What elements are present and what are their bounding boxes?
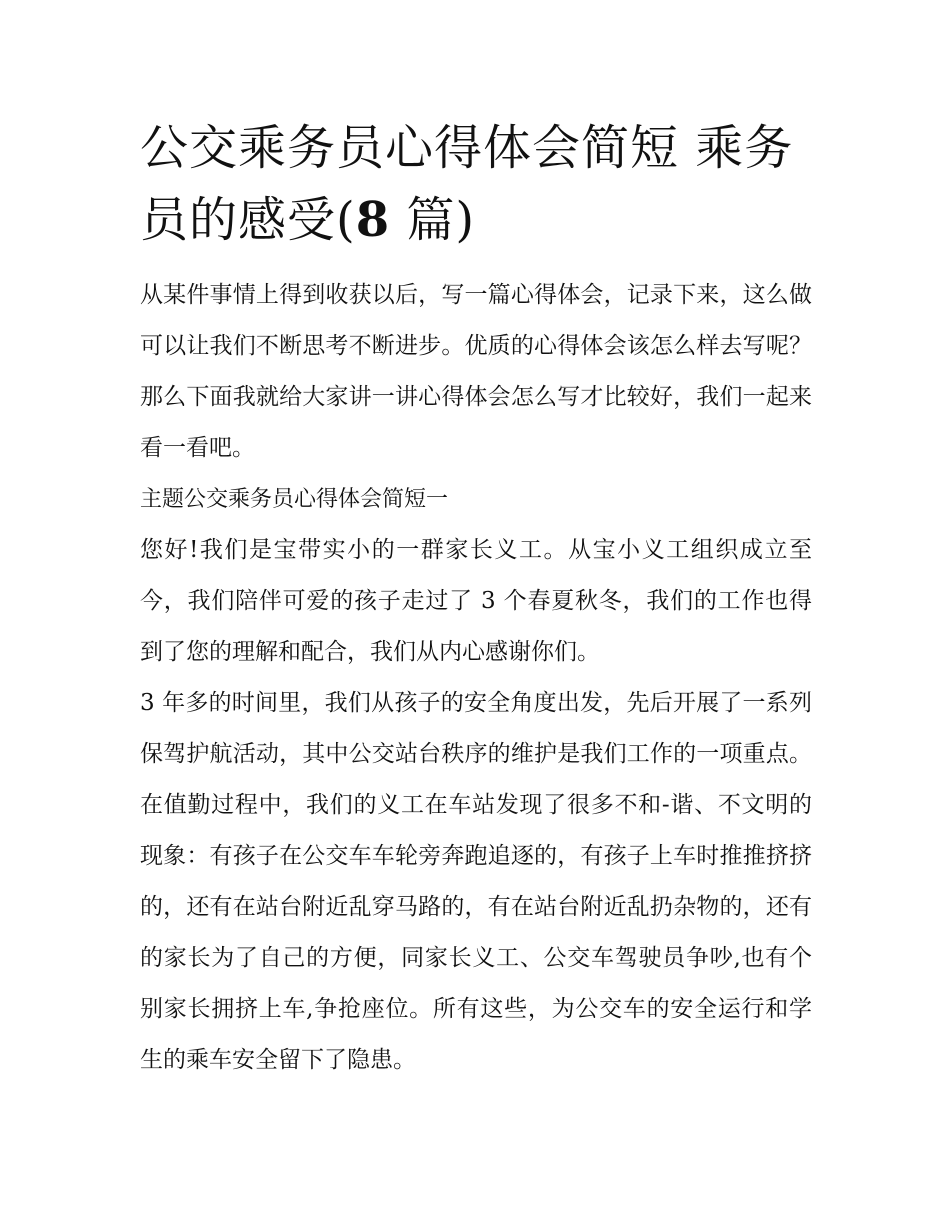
body-paragraph-2: 3 年多的时间里，我们从孩子的安全角度出发，先后开展了一系列保驾护航活动，其中公交站台秩序的维护是我们工作的一项重点。在值勤过程中，我们的义工在车站发现了很多不和-谐、不文明的现象：有孩子在公交车车轮旁奔跑追逐的，有孩子上车时推推挤挤的，还有在站台附近乱穿马路的，有在站台附近乱扔杂物的，还有的家长为了自己的方便，同家长义工、公交车驾驶员争吵,也有个别家长拥挤上车,争抢座位。所有这些，为公交车的安全运行和学生的乘车安全留下了隐患。: [140, 690, 812, 1073]
section-heading: 主题公交乘务员心得体会简短一: [140, 487, 449, 512]
document-page: [140, 112, 812, 1086]
document-body: [140, 270, 812, 1086]
body-paragraph-1: 您好!我们是宝带实小的一群家长义工。从宝小义工组织成立至今，我们陪伴可爱的孩子走过了 3 个春夏秋冬，我们的工作也得到了您的理解和配合，我们从内心感谢你们。: [140, 537, 812, 665]
title-count: 8: [355, 192, 391, 248]
title-main: 公交乘务员心得体会简短 乘务员的感受(: [140, 120, 794, 248]
title-suffix: 篇): [390, 192, 476, 248]
document-title: [140, 112, 812, 256]
intro-paragraph: 从某件事情上得到收获以后，写一篇心得体会，记录下来，这么做可以让我们不断思考不断进步。优质的心得体会该怎么样去写呢？那么下面我就给大家讲一讲心得体会怎么写才比较好，我们一起来看一看吧。: [140, 282, 812, 461]
